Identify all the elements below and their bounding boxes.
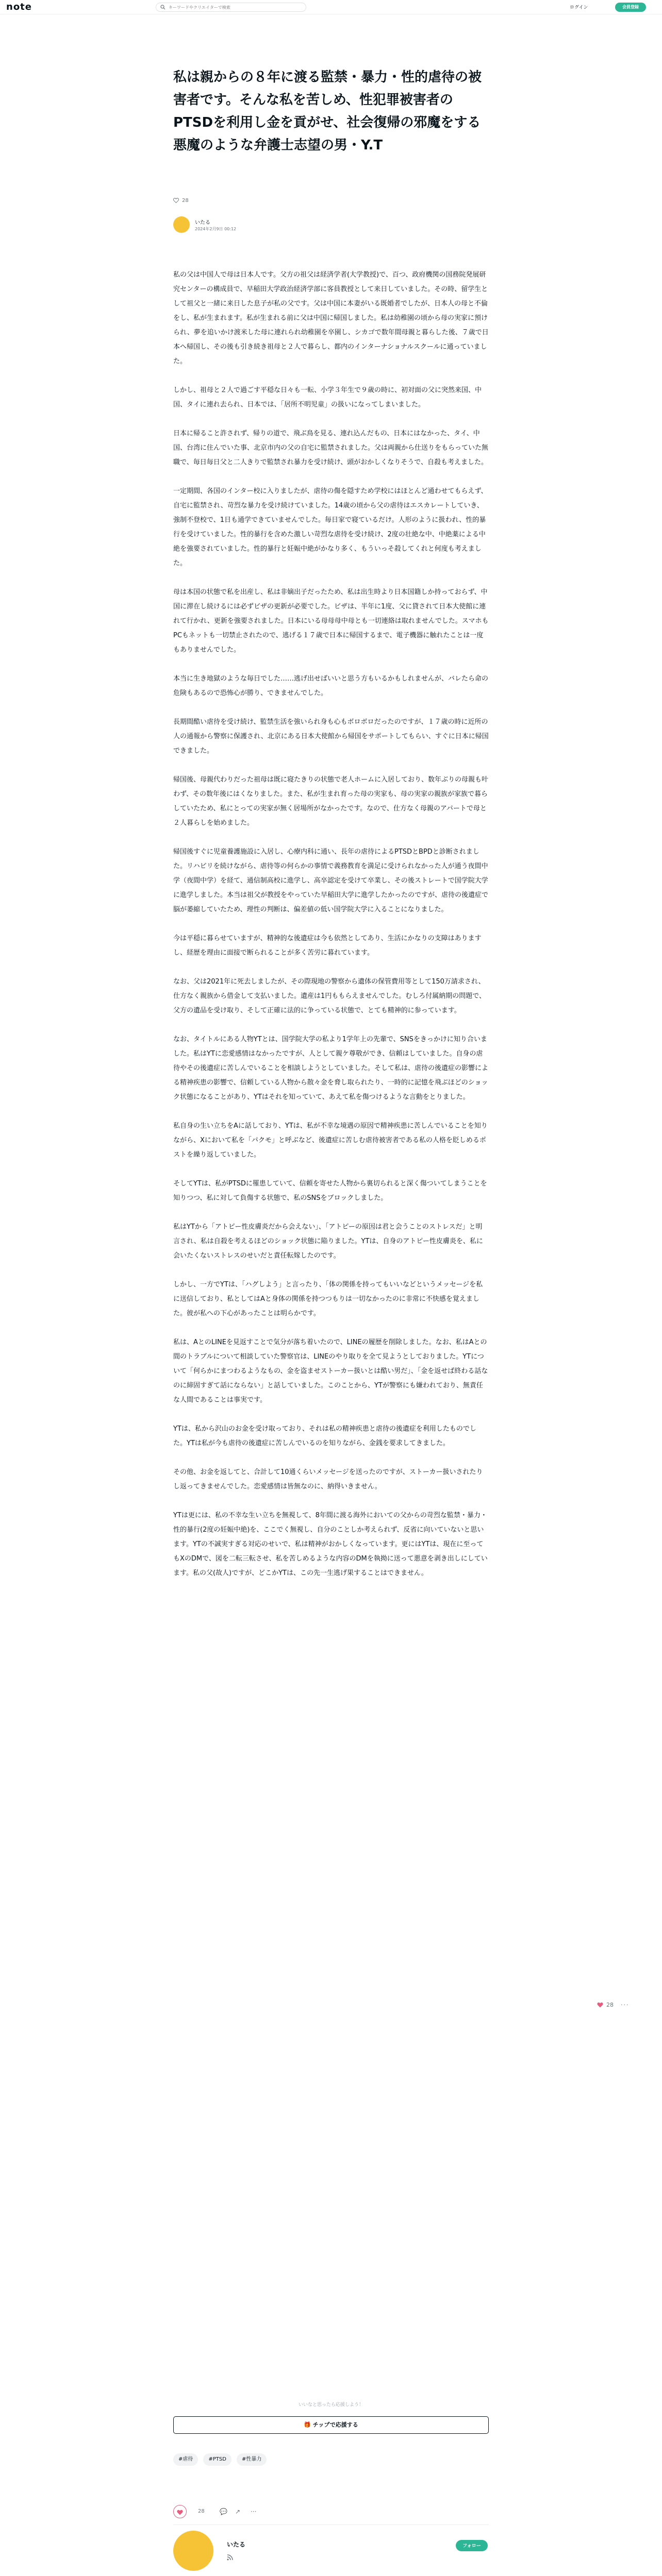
side-like-widget[interactable]: [597, 2002, 630, 2008]
side-like-count: 28: [606, 2002, 614, 2008]
rss-icon[interactable]: [227, 2554, 233, 2561]
divider: [173, 2524, 489, 2525]
comment-icon[interactable]: 💬: [220, 2508, 227, 2515]
article-paragraph: 母は本国の状態で私を出産し、私は非嫡出子だったため、私は出生時より日本国籍しか持っておらず、中国に滞在し続けるには必ずビザの更新が必要でした。ビザは、半年に1度、父に貸されて日本大使館に連れて行かれ、更新を強要されました。日本にいる母母母中母とも一切連絡は取れませんでした。スマホもPCもネットも一切禁止されたので、逃げる１７歳で日本に帰国するまで、電子機器に触れたことは一度もありませんでした。: [173, 588, 489, 654]
article-paragraph: 帰国後すぐに児童養護施設に入居し、心療内科に通い、長年の虐待によるPTSDとBPDと診断されました。リハビリを続けながら、虐待等の何らかの事情で義務教育を満足に受けられなかった人が通う夜間中学（夜間中学）を経て、通信制高校に進学し、高卒認定を受けて卒業し、その後ストレートで国学院大学に進学しました。本当は祖父が教授をやっていた早稲田大学に進学したかったのですが、虐待の後遺症で脳が萎縮していたため、理性の判断は、偏差値の低い国学院大学に入ることになりました。: [173, 848, 489, 913]
hashtag[interactable]: #虐待: [173, 2453, 198, 2466]
article-paragraph: しかし、一方でYTは、「ハグしよう」と言ったり、「体の関係を持ってもいいなどというメッセージを私に送信しており、私としてはAと身体の関係を持つつもりは一切なかったのに非常に不快感を覚えました。彼が私への下心があったことは明らかです。: [173, 1281, 483, 1317]
article-paragraph: 一定期間、各国のインター校に入りましたが、虐待の傷を隠すため学校にはほとんど通わせてもらえず、自宅に監禁され、苛烈な暴力を受け続けていました。14歳の頃から父の虐待はエスカレートしていき、強制不登校で、1日も通学できていませんでした。毎日家で寝ているだけ。人形のように扱われ、性的暴行を受けていました。性的暴行を含めた激しい苛烈な虐待を受け続け、2度の壮絶な中、中絶薬による中絶を強要されていました。性的暴行と妊娠中絶がかなり多く、もういっそ殺してくれと何度も考えました。: [173, 487, 488, 567]
article-paragraph: 今は平穏に暮らせていますが、精神的な後遺症は今も依然としてあり、生活にかなりの支障はありますし、経歴を理由に面接で断られることが多く苦労に暮れています。: [173, 935, 482, 957]
article-paragraph: YTは、私から沢山のお金を受け取っており、それは私の精神疾患と虐待の後遺症を利用したものでした。YTは私が今も虐待の後遺症に苦しんでいるのを知りながら、金銭を要求してきました。: [173, 1425, 476, 1447]
article-paragraph: 私は、AとのLINEを見返すことで気分が落ち着いたので、LINEの履歴を削除しました。なお、私はAとの間のトラブルについて相談していた警察官は、LINEのやり取りを全て見ようとしておりました。YTについて「何らかにまつわるようなもの、金を盗ませストーカー扱いとは酷い男だ」、「金を返せば終わる話なのに締固すぎて話にならない」と話していました。このことから、YTが警察にも嫌われており、無責任な人間であることは事実です。: [173, 1338, 488, 1404]
top-header: [0, 0, 662, 14]
publish-date: 2024年2月9日 00:12: [195, 227, 237, 231]
creator-avatar[interactable]: [173, 2531, 213, 2571]
more-icon[interactable]: ···: [251, 2508, 257, 2515]
article-paragraph: 日本に帰ること許されず、帰りの道で、飛ぶ鳥を見る、連れ込んだもの、日本にはなかった、タイ、中国、台湾に住んでいた事、北京市内の父の自宅に監禁されました。父は両親から仕送りをもらっていた無職で、毎日毎日父と二人きりで監禁され暴力を受け続け、頭がおかしくなりそうで、自殺も考えました。: [173, 430, 489, 466]
article-paragraph: なお、父は2021年に死去しましたが、その際現地の警察から遺体の保管費用等として150万請求され、仕方なく親族から借金して支払いました。遺産は1円ももらえませんでした。むしろ付属納期の問題で、父方の遺品を受け取り、そして正確に法的に争っている状態で、とても精神的に参っています。: [173, 978, 486, 1014]
hashtag[interactable]: #PTSD: [203, 2453, 231, 2466]
article-body: [173, 268, 489, 1595]
share-icon[interactable]: ↗: [235, 2508, 241, 2515]
heart-icon: [173, 198, 179, 203]
hashtag[interactable]: #性暴力: [237, 2453, 267, 2466]
article-like-count[interactable]: [173, 198, 189, 204]
tip-icon: 🎁: [304, 2421, 313, 2428]
author-name[interactable]: いたる: [195, 220, 210, 226]
article-paragraph: なお、タイトルにある人物YTとは、国学院大学の私より1学年上の先輩で、SNSをきっかけに知り合いました。私はYTに恋愛感情はなかったですが、人として親ケ尊敬ができ、信頼はしていました。自身の虐待やその後遺症に苦しんでいることを相談しようとしていました。そして私は、虐待の後遺症の影響による精神疾患の影響で、信頼している人物から散々金を脅し取られたり、一時的に記憶を飛ぶほどのショック状態になることがあり、YTはそれを知っていて、あえて私を傷つけるような言動をとりました。: [173, 1036, 489, 1101]
more-icon[interactable]: ···: [621, 2002, 630, 2008]
action-like-count: 28: [198, 2509, 205, 2514]
action-row: [173, 2504, 489, 2519]
tip-button-label: チップで応援する: [312, 2421, 358, 2428]
support-label: いいなと思ったら応援しよう！: [298, 2402, 363, 2408]
tag-list: [173, 2453, 267, 2466]
search-box[interactable]: [156, 3, 306, 12]
article-paragraph: 帰国後、母親代わりだった祖母は既に寝たきりの状態で老人ホームに入居しており、数年ぶりの母親も叶わず、その数年後にはくなりました。また、私が生まれ育った母の実家も、母の実家の親族が家族で暮らしていたため、私にとっての実家が無く居場所がなかったです。なので、仕方なく母親のアパートで母と２人暮らしを始めました。: [173, 776, 489, 827]
creator-name[interactable]: いたる: [227, 2541, 246, 2548]
like-count-text: 28: [182, 198, 189, 204]
heart-icon: [177, 2510, 183, 2515]
article-paragraph: 私自身の生い立ちをAに話しており、YTは、私が不幸な境遇の原因で精神疾患に苦しんでいることを知りながら、Xにおいて私を「パクモ」と呼ぶなど、後遺症に苦しむ虐待被害者である私の人格を貶しめるポストを繰り返していました。: [173, 1122, 488, 1159]
article-paragraph: 本当に生き地獄のような毎日でした……逃げ出せばいいと思う方もいるかもしれませんが、バレたら命の危険もあるので恐怖心が勝り、できませんでした。: [173, 675, 489, 697]
login-link[interactable]: ログイン: [570, 5, 588, 10]
article-paragraph: その他、お金を返してと、合計して10通くらいメッセージを送ったのですが、ストーカー扱いされたりし返ってきませんでした。恋愛感情は皆無なのに、納得いきません。: [173, 1468, 483, 1490]
search-icon: [160, 5, 166, 10]
article-paragraph: しかし、祖母と２人で過ごす平穏な日々も一転、小学３年生で９歳の時に、初対面の父に突然来国、中国、タイに連れ去られ、日本では、「居所不明児童」の扱いになってしまいました。: [173, 386, 482, 409]
signup-button[interactable]: 会員登録: [615, 3, 646, 12]
note-logo[interactable]: note: [6, 2, 32, 12]
article-paragraph: そしてYTは、私がPTSDに罹患していて、信頼を寄せた人物から裏切られると深く傷ついてしまうことを知りつつ、私に対して負傷する状態で、私のSNSをブロックしました。: [173, 1180, 487, 1202]
like-button[interactable]: [173, 2505, 187, 2518]
article-paragraph: YTは更には、私の不幸な生い立ちを無視して、8年間に渡る海外においての父からの苛烈な監禁・暴力・性的暴行(2度の妊娠中絶)を、ここでく無視し、自分のことしか考えられず、反省に向いていないと思います。YTの不誠実すぎる対応のせいで、私は精神がおかしくなっています。更にはYTは、現在に至ってもXのDMで、図を二転三転させ、私を苦しめるような内容のDMを執拗に送って悪意を剥き出しにしています。私の父(故人)ですが、どこかYTは、この先一生逃げ果することはできません。: [173, 1512, 488, 1577]
article-paragraph: 私はYTから「アトピー性皮膚炎だから会えない」、「アトピーの原因は君と会うことのストレスだ」と明言され、私は自殺を考えるほどのショック状態に陥りました。YTは、自身のアトピー性皮膚炎を、私に会いたくないストレスのせいだと責任転嫁したのです。: [173, 1223, 483, 1260]
article-paragraph: 長期間酷い虐待を受け続け、監禁生活を強いられ身も心もボロボロだったのですが、１７歳の時に近所の人の通報から警察に保護され、北京にある日本大使館から帰国をサポートしてもらい、すぐに日本に帰国できました。: [173, 718, 489, 755]
follow-button[interactable]: フォロー: [456, 2540, 488, 2551]
article-title: 私は親からの８年に渡る監禁・暴力・性的虐待の被害者です。そんな私を苦しめ、性犯罪被害者のPTSDを利用し金を貢がせ、社会復帰の邪魔をする悪魔のような弁護士志望の男・Y.T: [173, 70, 482, 153]
tip-button[interactable]: [173, 2416, 489, 2434]
heart-icon: [597, 2002, 603, 2008]
search-input[interactable]: [169, 4, 303, 11]
article-paragraph: 私の父は中国人で母は日本人です。父方の祖父は経済学者(大学教授)で、百つ、政府機関の国務院発展研究センターの構成員で、早稲田大学政治経済学部に客員教授として来日していました。その時、留学生として祖父と一緒に来日した息子が私の父です。父は中国に本妻がいる既婚者でしたが、日本人の母と不倫をし、私が生まれます。私が生まれる前に父は中国に帰国しました。私は幼稚園の頃から母の実家に預けられ、夢を追いかけ渡米した母に連れられ幼稚園を卒園し、シカゴで数年間母親と暮らした後、７歳で日本へ帰国し、その後も引き続き祖母と２人で暮らし、都内のインターナショナルスクールに通っていました。: [173, 271, 489, 365]
author-avatar[interactable]: [173, 216, 190, 233]
